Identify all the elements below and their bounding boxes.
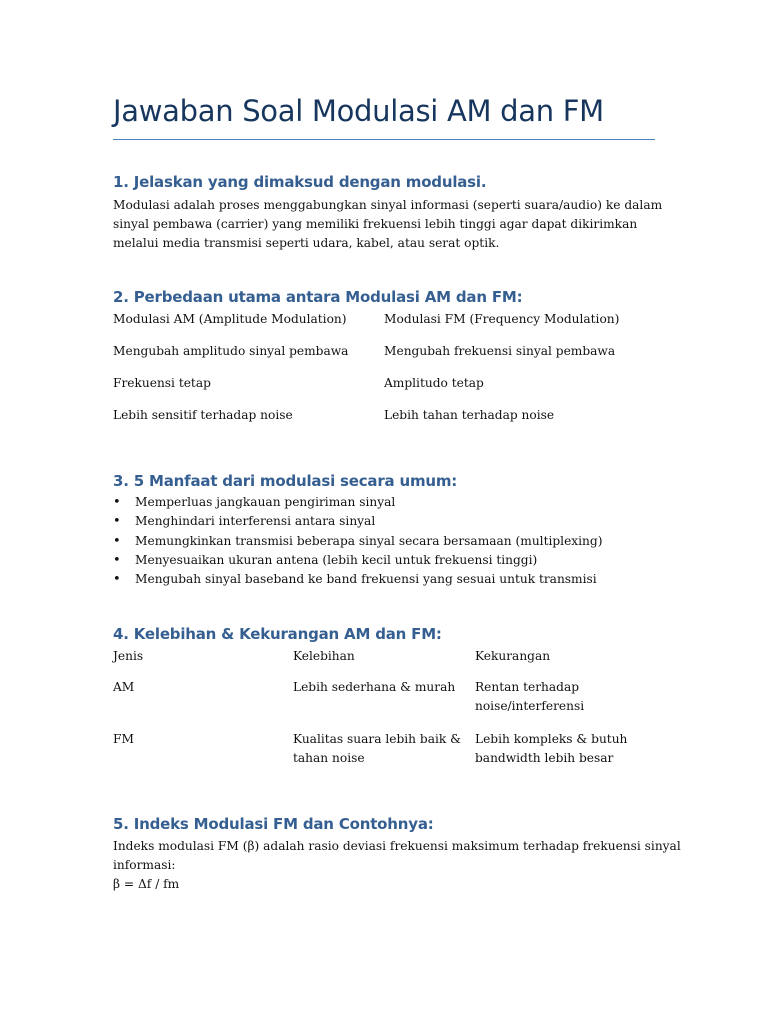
- list-item-text: Mengubah sinyal baseband ke band frekuensi yang sesuai untuk transmisi: [135, 572, 597, 587]
- section-1-heading: 1. Jelaskan yang dimaksud dengan modulasi.: [113, 173, 487, 191]
- section-5-line: Indeks modulasi FM (β) adalah rasio deviasi frekuensi maksimum terhadap frekuensi sinyal: [113, 839, 681, 853]
- table-cell: Mengubah frekuensi sinyal pembawa: [384, 344, 616, 358]
- table-cell: Amplitudo tetap: [384, 376, 484, 390]
- bullet-icon: •: [113, 495, 121, 510]
- formula: β = Δf / fm: [113, 877, 180, 891]
- table-cell: AM: [113, 680, 135, 694]
- table-cell: Kualitas suara lebih baik &: [293, 732, 461, 746]
- section-3-heading: 3. 5 Manfaat dari modulasi secara umum:: [113, 472, 458, 490]
- table-cell: tahan noise: [293, 751, 365, 765]
- list-item-text: Memperluas jangkauan pengiriman sinyal: [135, 495, 396, 509]
- table-cell: Frekuensi tetap: [113, 376, 211, 390]
- list-item-text: Menghindari interferensi antara sinyal: [135, 514, 376, 529]
- section-5-heading: 5. Indeks Modulasi FM dan Contohnya:: [113, 815, 434, 833]
- table-cell: noise/interferensi: [475, 699, 585, 713]
- bullet-icon: •: [113, 572, 121, 588]
- list-item-text: Menyesuaikan ukuran antena (lebih kecil untuk frekuensi tinggi): [135, 552, 538, 567]
- section-5-line: informasi:: [113, 858, 176, 872]
- table-cell: FM: [113, 732, 134, 746]
- bullet-icon: •: [113, 514, 121, 530]
- section-1-line: melalui media transmisi seperti udara, kabel, atau serat optik.: [113, 236, 500, 250]
- section-5-paragraph: [113, 837, 681, 894]
- table-cell: bandwidth lebih besar: [475, 751, 614, 765]
- table-cell: Mengubah amplitudo sinyal pembawa: [113, 344, 349, 358]
- list-item: [113, 493, 602, 512]
- table-cell: Modulasi AM (Amplitude Modulation): [113, 312, 347, 326]
- benefits-list: [113, 493, 602, 589]
- table-cell: Lebih sensitif terhadap noise: [113, 408, 293, 422]
- list-item: [113, 570, 602, 589]
- table-cell: Rentan terhadap: [475, 680, 580, 694]
- section-1-line: sinyal pembawa (carrier) yang memiliki frekuensi lebih tinggi agar dapat dikirimkan: [113, 217, 638, 231]
- list-item-text: Memungkinkan transmisi beberapa sinyal secara bersamaan (multiplexing): [135, 533, 603, 548]
- table-header-kekurangan: Kekurangan: [475, 649, 551, 663]
- section-4-heading: 4. Kelebihan & Kekurangan AM dan FM:: [113, 625, 442, 643]
- bullet-icon: •: [113, 533, 121, 549]
- bullet-icon: •: [113, 552, 121, 568]
- table-cell: Lebih kompleks & butuh: [475, 732, 628, 746]
- list-item: [113, 551, 602, 570]
- document-title: Jawaban Soal Modulasi AM dan FM: [113, 94, 604, 128]
- table-cell: Lebih sederhana & murah: [293, 680, 456, 694]
- table-header-jenis: Jenis: [113, 649, 144, 663]
- section-1-line: Modulasi adalah proses menggabungkan sinyal informasi (seperti suara/audio) ke dalam: [113, 198, 663, 212]
- section-2-heading: 2. Perbedaan utama antara Modulasi AM dan FM:: [113, 288, 523, 306]
- title-underline: [113, 139, 655, 140]
- table-header-kelebihan: Kelebihan: [293, 649, 355, 663]
- table-cell: Modulasi FM (Frequency Modulation): [384, 312, 620, 326]
- list-item: [113, 512, 602, 531]
- table-cell: Lebih tahan terhadap noise: [384, 408, 555, 422]
- list-item: [113, 532, 602, 551]
- section-1-paragraph: [113, 196, 663, 253]
